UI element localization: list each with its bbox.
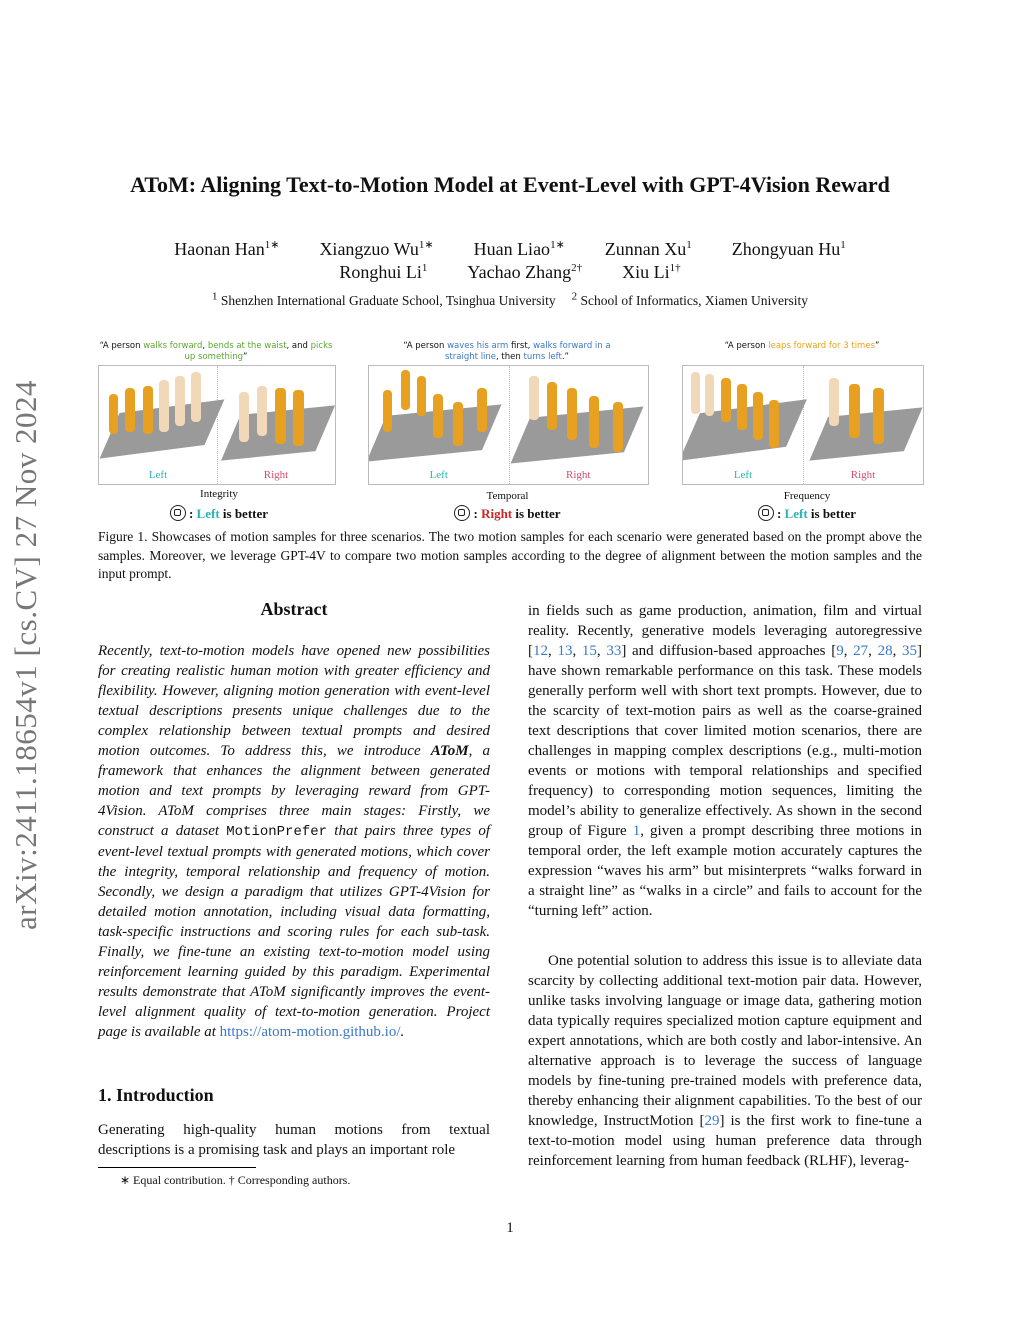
motion-sample-right: [217, 366, 335, 484]
motion-sample-left: [369, 366, 510, 484]
scenario-label: Temporal: [486, 490, 529, 502]
prompt-text: ”: [875, 341, 880, 351]
affiliation: $^1$ Shenzhen International Graduate School, Tsinghua University: [211, 290, 556, 308]
abstract-body: Recently, text-to-motion models have opened new possibilities for creating realistic human motion with greater efficiency and flexibility. However, aligning motion generation with event-level textual descriptions presents unique challenges due to the complex relationship between textual prompts and desired motion outcomes. To address this, we introduce AToM, a framework that enhances the alignment between generated motion and text prompts by leveraging reward from GPT-4Vision. AToM comprises three main stages: Firstly, we construct a dataset MotionPrefer that pairs three types of event-level textual prompts with generated motions, which cover the integrity, temporal relationship and frequency of motion. Secondly, we design a paradigm that utilizes GPT-4Vision for detailed motion annotation, including visual data formatting, task-specific instructions and scoring rules for each sub-task. Finally, we fine-tune an existing text-to-motion model using reinforcement learning guided by this paradigm. Experimental results demonstrate that AToM significantly improves the event-level alignment quality of text-to-motion generation. Project page is available at https://atom-motion.github.io/.: [98, 643, 491, 1040]
author-name: Ronghui Li$^1$: [339, 262, 428, 282]
paper-title: AToM: Aligning Text-to-Motion Model at Event-Level with GPT-4Vision Reward: [130, 172, 890, 197]
right-label: Right: [566, 469, 591, 481]
gpt-verdict: : Left is better: [682, 505, 932, 522]
page-number: 1: [506, 1220, 514, 1236]
right-label: Right: [850, 469, 876, 481]
author-name: Xiu $Li^{1\dagger}$: [622, 262, 681, 282]
author-affiliation-mark: 1: [421, 262, 428, 274]
citation[interactable]: 12: [533, 643, 548, 659]
right-label: Right: [263, 469, 289, 481]
authors-row-1: [0, 238, 1020, 260]
prompt-text: “A person: [724, 341, 769, 351]
citation[interactable]: 13: [557, 643, 573, 659]
motion-panel-frequency: [682, 365, 924, 485]
author-name: Yachao Zhang$^{2\dagger}$: [467, 262, 583, 282]
affiliation-mark: 2: [571, 290, 578, 302]
prompt-text: “A person: [99, 341, 144, 351]
motion-panel-integrity: [98, 365, 336, 485]
author-affiliation-mark: 1∗: [418, 239, 434, 251]
intro-paragraph-2: One potential solution to address this issue is to alleviate data scarcity by collecting additional text-motion pair data. However, unlike tasks involving language or image data, gathering motion data typically requires specialized motion capture equipment and expert annotations, which are both costly and labor-intensive. An alternative approach is to leverage the success of language models by fine-tuning pre-trained models with preference data, thereby enhancing their alignment capabilities. To the best of our knowledge, InstructMotion [29] is the first work to fine-tune a text-to-motion model using human preference data through reinforcement learning from human feedback (RLHF), leverag-: [528, 953, 922, 1169]
intro-paragraph-1-cont: in fields such as game production, animation, film and virtual reality. Recently, generative models leveraging autoregressive [12, 13, 15, 33] and diffusion-based approaches [9, 27, 28, 35] have shown remarkable performance on this task. These models generally perform well with short text prompts. However, due to the scarcity of text-motion pairs as well as the coarse-grained text descriptions that cover limited motion scenarios, there are challenges in mapping complex descriptions (e.g., multi-motion events or motions with temporal relationships and specified frequency) to corresponding motion sequences, limiting the model’s ability to generalize effectively. As shown in the second group of Figure 1, given a prompt describing three motions in temporal order, the left example motion accurately captures the expression “waves his arm” but misinterprets “walks forward in a straight line” as “walks in a circle” and fails to account for the “turning left” action.: [528, 603, 923, 919]
prompt-highlight: waves his arm: [447, 341, 509, 351]
arxiv-stamp: arXiv:2411.18654v1 [cs.CV] 27 Nov 2024: [8, 380, 43, 930]
citation[interactable]: 28: [877, 643, 893, 659]
citation[interactable]: 15: [581, 643, 597, 659]
prompt-text: , then: [496, 352, 524, 362]
scenario-label: Frequency: [783, 490, 831, 502]
motion-panel-temporal: [368, 365, 649, 485]
citation[interactable]: 33: [606, 643, 622, 659]
prompt-text: ”: [243, 352, 248, 362]
author-affiliation-mark: 1: [840, 239, 846, 251]
author-affiliation-mark: 1: [686, 239, 692, 251]
footnote: ∗ Equal contribution. † Corresponding authors.: [120, 1173, 351, 1187]
openai-icon: [758, 505, 774, 521]
citation[interactable]: 9: [836, 643, 844, 659]
openai-icon: [170, 505, 186, 521]
prompt-highlight: picks up something: [184, 341, 333, 362]
author-name: Xiangzuo $Wu^{1∗}$: [319, 239, 434, 259]
prompt-highlight: turns left: [523, 352, 562, 362]
openai-icon: [454, 505, 470, 521]
author-name: Huan Liao$^{1∗}$: [473, 239, 565, 259]
prompt-text: first,: [508, 341, 534, 351]
author-affiliation-mark: 1∗: [550, 239, 565, 251]
gpt-verdict: : Left is better: [98, 505, 340, 522]
prompt-text: .”: [561, 352, 569, 362]
citation[interactable]: 35: [902, 643, 918, 659]
scenario-label: Integrity: [200, 488, 238, 500]
prompt-highlight: leaps forward for 3 times: [768, 341, 875, 351]
author-affiliation-mark: 1∗: [264, 239, 280, 251]
dataset-name: MotionPrefer: [226, 824, 328, 840]
left-label: Left: [733, 469, 753, 481]
prompt-panel-1: [98, 341, 334, 363]
gpt-verdict: : Right is better: [368, 505, 647, 522]
project-link[interactable]: https://atom-motion.github.io/: [219, 1024, 401, 1040]
prompt-highlight: walks forward in a straight line: [445, 341, 611, 362]
affiliation: $^2$ School of Informatics, Xiamen University: [571, 290, 809, 308]
footnote-rule: [98, 1167, 256, 1168]
prompt-text: ,: [202, 341, 208, 351]
prompt-highlight: walks forward: [143, 341, 203, 351]
prompt-panel-2: [392, 341, 622, 363]
method-name: AToM: [430, 743, 469, 759]
author-name: Haonan Han$^{1∗}$: [174, 239, 280, 259]
prompt-highlight: bends at the waist: [207, 341, 287, 351]
citation[interactable]: 27: [853, 643, 869, 659]
motion-sample-left: [99, 366, 218, 484]
citation[interactable]: 29: [704, 1113, 720, 1129]
author-name: Zhongyuan Hu$^1$: [731, 239, 846, 259]
author-name: Zunnan Xu$^1$: [604, 239, 692, 259]
affiliation-mark: 1: [211, 290, 218, 302]
figure-caption: Figure 1. Showcases of motion samples for three scenarios. The two motion samples for each scenario were generated based on the prompt above the samples. Moreover, we leverage GPT-4V to compare two motion samples according to the degree of alignment between the motion samples and the input prompt.: [98, 529, 922, 581]
motion-sample-right: [509, 366, 649, 484]
prompt-panel-3: [682, 341, 922, 352]
motion-sample-left: [683, 366, 804, 484]
intro-paragraph-1-start: Generating high-quality human motions from textual descriptions is a promising task and plays an important role: [98, 1122, 490, 1158]
authors-row-2: [0, 262, 1020, 283]
left-label: Left: [429, 469, 448, 481]
citations: 9, 27, 28, 35: [836, 643, 918, 659]
citations: 12, 13, 15, 33: [533, 643, 622, 659]
left-label: Left: [148, 469, 168, 481]
author-affiliation-mark: 1†: [669, 262, 681, 274]
prompt-text: , and: [286, 341, 311, 351]
figure-ref[interactable]: 1: [632, 823, 641, 839]
author-affiliation-mark: 2†: [571, 262, 583, 274]
abstract-heading: Abstract: [260, 599, 328, 619]
prompt-text: “A person: [403, 341, 448, 351]
intro-heading: 1. Introduction: [98, 1085, 214, 1105]
affiliations: [0, 290, 1020, 309]
motion-sample-right: [803, 366, 923, 484]
